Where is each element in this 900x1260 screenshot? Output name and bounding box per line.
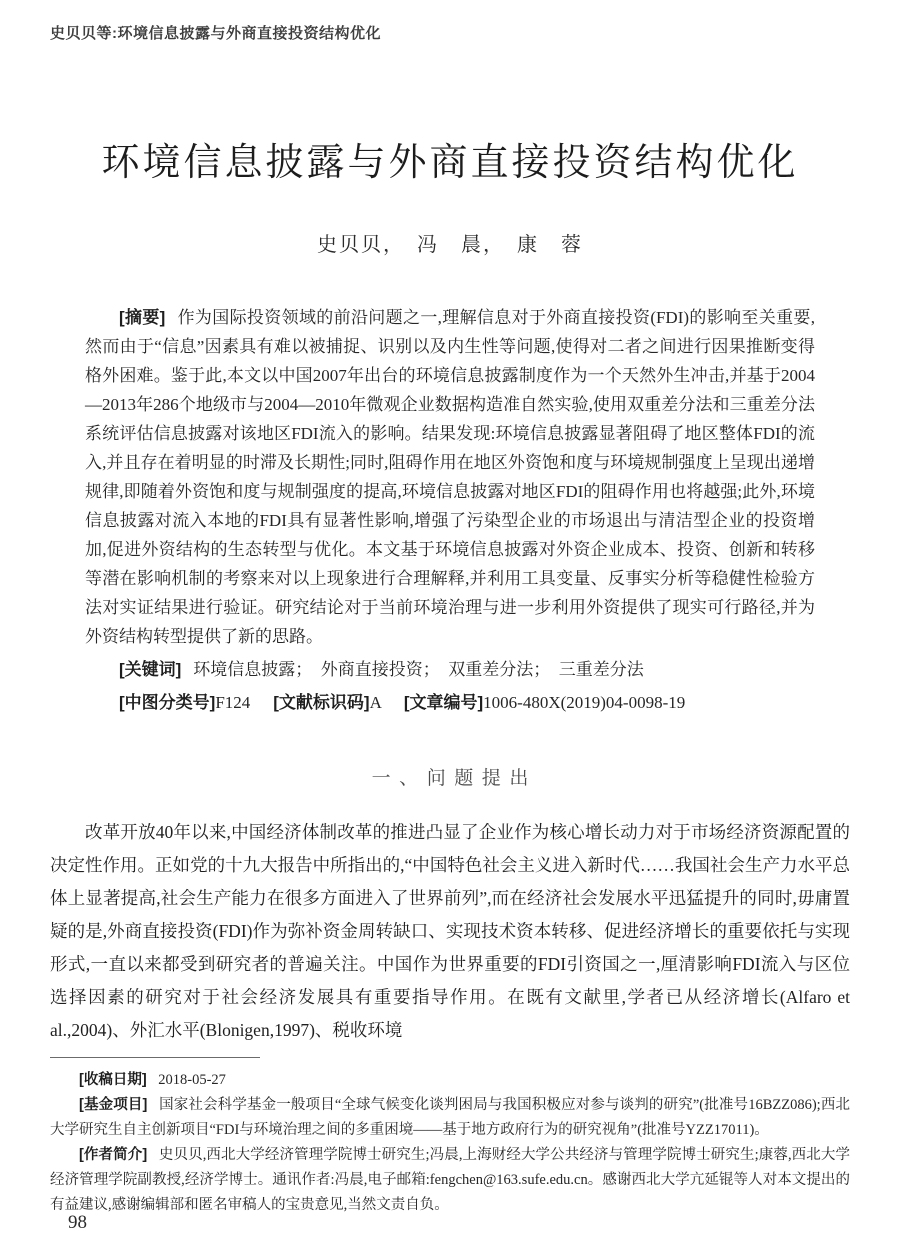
clc-label: [中图分类号] bbox=[119, 693, 216, 712]
footnotes-block bbox=[50, 1068, 850, 1218]
clc-number bbox=[119, 693, 255, 712]
author-bio-text: 史贝贝,西北大学经济管理学院博士研究生;冯晨,上海财经大学公共经济与管理学院博士研究生;康蓉,西北大学经济管理学院副教授,经济学博士。通讯作者:冯晨,电子邮箱:fengchen@163.sufe.edu.cn。感谢西北大学亢延锟等人对本文提出的有益建议,感谢编辑部和匿名审稿人的宝贵意见,当然文责自负。 bbox=[50, 1147, 850, 1213]
keywords-line bbox=[85, 655, 815, 684]
author-bio-label: [作者简介] bbox=[79, 1147, 148, 1163]
clc-value: F124 bbox=[215, 693, 251, 712]
document-code bbox=[273, 693, 385, 712]
footnote-funding bbox=[50, 1093, 850, 1143]
document-code-label: [文献标识码] bbox=[273, 693, 370, 712]
abstract-text: 作为国际投资领域的前沿问题之一,理解信息对于外商直接投资(FDI)的影响至关重要,然而由于“信息”因素具有难以被捕捉、识别以及内生性等问题,使得对二者之间进行因果推断变得格外困难。鉴于此,本文以中国2007年出台的环境信息披露制度作为一个天然外生冲击,并基于2004—2013年286个地级市与2004—2010年微观企业数据构造准自然实验,使用双重差分法和三重差分法系统评估信息披露对该地区FDI流入的影响。结果发现:环境信息披露显著阻碍了地区整体FDI的流入,并且存在着明显的时滞及长期性;同时,阻碍作用在地区外资饱和度与环境规制强度上呈现出递增规律,即随着外资饱和度与规制强度的提高,环境信息披露对地区FDI的阻碍作用也将越强;此外,环境信息披露对流入本地的FDI具有显著性影响,增强了污染型企业的市场退出与清洁型企业的投资增加,促进外资结构的生态转型与优化。本文基于环境信息披露对外资企业成本、投资、创新和转移等潜在影响机制的考察来对以上现象进行合理解释,并利用工具变量、反事实分析等稳健性检验方法对实证结果进行验证。研究结论对于当前环境治理与进一步利用外资提供了现实可行路径,并为外资结构转型提供了新的思路。 bbox=[85, 308, 815, 646]
keywords-label: [关键词] bbox=[119, 660, 182, 679]
document-code-value: A bbox=[369, 693, 381, 712]
section-heading: 一、问题提出 bbox=[371, 768, 537, 789]
article-id bbox=[404, 693, 685, 712]
page-number: 98 bbox=[68, 1212, 87, 1233]
footnote-received-date bbox=[50, 1068, 850, 1093]
keywords-text: 环境信息披露； 外商直接投资； 双重差分法； 三重差分法 bbox=[193, 660, 644, 679]
article-title: 环境信息披露与外商直接投资结构优化 bbox=[101, 142, 799, 184]
funding-label: [基金项目] bbox=[79, 1097, 148, 1113]
received-date-text: 2018-05-27 bbox=[158, 1072, 226, 1088]
classification-line bbox=[85, 688, 815, 717]
footnote-author-bio bbox=[50, 1143, 850, 1218]
footnote-separator bbox=[50, 1057, 260, 1058]
running-header: 史贝贝等:环境信息披露与外商直接投资结构优化 bbox=[50, 25, 381, 42]
abstract-label: [摘要] bbox=[119, 308, 166, 327]
funding-text: 国家社会科学基金一般项目“全球气候变化谈判困局与我国积极应对参与谈判的研究”(批准号16BZZ086);西北大学研究生自主创新项目“FDI与环境治理之间的多重困境——基于地方政府行为的研究视角”(批准号YZZ17011)。 bbox=[50, 1097, 850, 1138]
abstract-paragraph bbox=[85, 303, 815, 651]
authors-line: 史贝贝， 冯 晨， 康 蓉 bbox=[317, 234, 583, 256]
article-id-label: [文章编号] bbox=[403, 693, 484, 712]
received-date-label: [收稿日期] bbox=[79, 1072, 147, 1088]
article-id-value: 1006-480X(2019)04-0098-19 bbox=[483, 693, 686, 712]
abstract-block bbox=[85, 303, 815, 717]
body-paragraph: 改革开放40年以来,中国经济体制改革的推进凸显了企业作为核心增长动力对于市场经济资源配置的决定性作用。正如党的十九大报告中所指出的,“中国特色社会主义进入新时代……我国社会生产力水平总体上显著提高,社会生产能力在很多方面进入了世界前列”,而在经济社会发展水平迅猛提升的同时,毋庸置疑的是,外商直接投资(FDI)作为弥补资金周转缺口、实现技术资本转移、促进经济增长的重要依托与实现形式,一直以来都受到研究者的普遍关注。中国作为世界重要的FDI引资国之一,厘清影响FDI流入与区位选择因素的研究对于社会经济发展具有重要指导作用。在既有文献里,学者已从经济增长(Alfaro et al.,2004)、外汇水平(Blonigen,1997)、税收环境 bbox=[50, 822, 850, 1040]
